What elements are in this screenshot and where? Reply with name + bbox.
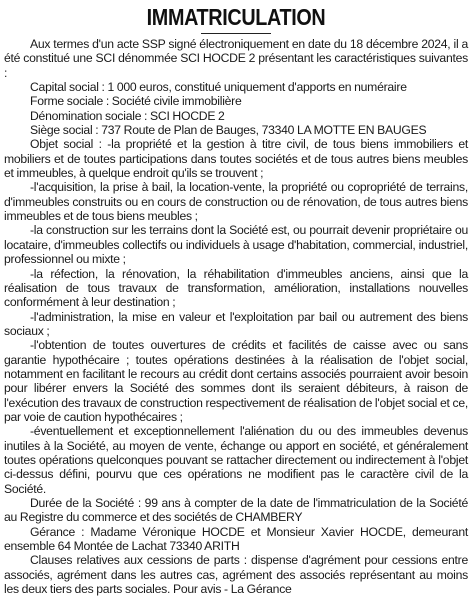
- capital-social-paragraph: Capital social : 1 000 euros, constitué uniquement d'apports en numéraire: [30, 80, 407, 95]
- clauses-cessions-paragraph: Clauses relatives aux cessions de parts : dispense d'agrément pour cessions entre associés, agrément dans les autres cas, agrément des associés représentant au moins les deux tiers des parts sociales. Pour avis - La Gérance: [4, 553, 468, 597]
- construction-paragraph: -la construction sur les terrains dont la Société est, ou pourrait devenir propriétaire ou locataire, d'immeubles collectifs ou individuels à usage d'habitation, commercial, industriel, professionnel ou mixte ;: [4, 223, 468, 267]
- notice-title: IMMATRICULATION: [146, 4, 326, 30]
- forme-sociale-paragraph: Forme sociale : Société civile immobilière: [30, 94, 242, 109]
- notice-body: [4, 37, 468, 596]
- siege-social-paragraph: Siège social : 737 Route de Plan de Bauges, 73340 LA MOTTE EN BAUGES: [30, 123, 427, 138]
- intro-paragraph: Aux termes d'un acte SSP signé électroniquement en date du 18 décembre 2024, il a été constitué une SCI dénommée SCI HOCDE 2 présentant les caractéristiques suivantes :: [4, 37, 468, 80]
- objet-social-paragraph: Objet social : -la propriété et la gestion à titre civil, de tous biens immobiliers et mobiliers et de toutes participations dans toutes sociétés et de tous autres biens meubles et immeubles, à quelque endroit qu'ils se trouvent ;: [4, 137, 468, 181]
- administration-paragraph: -l'administration, la mise en valeur et l'exploitation par bail ou autrement des biens sociaux ;: [4, 309, 468, 338]
- gerance-paragraph: Gérance : Madame Véronique HOCDE et Monsieur Xavier HOCDE, demeurant ensemble 64 Montée de Lachat 73340 ARITH: [4, 524, 468, 554]
- title-underline: [201, 33, 271, 34]
- refection-paragraph: -la réfection, la rénovation, la réhabilitation d'immeubles anciens, ainsi que la réalisation de tous travaux de transformation, amélioration, installations nouvelles conformément à leur destination ;: [4, 266, 468, 310]
- denomination-paragraph: Dénomination sociale : SCI HOCDE 2: [30, 108, 225, 123]
- credits-paragraph: -l'obtention de toutes ouvertures de crédits et facilités de caisse avec ou sans garantie hypothécaire ; toutes opérations destinées à la réalisation de l'objet social, notamment en facilitant le recours au crédit dont certains associés pourraient avoir besoin pour libérer envers la Société des sommes dont ils seraient débiteurs, à raison de l'exécution des travaux de construction respectivement de réalisation de l'objet social et ce, par voie de caution hypothécaires ;: [4, 338, 468, 424]
- duree-paragraph: Durée de la Société : 99 ans à compter de la date de l'immatriculation de la Société au Registre du commerce et des sociétés de CHAMBERY: [4, 496, 468, 525]
- acquisition-paragraph: -l'acquisition, la prise à bail, la location-vente, la propriété ou copropriété de terrains, d'immeubles construits ou en cours de construction ou de rénovation, de tous autres biens immeubles et de tous biens meubles ;: [4, 180, 468, 224]
- alienation-paragraph: -éventuellement et exceptionnellement l'aliénation du ou des immeubles devenus inutiles à la Société, au moyen de vente, échange ou apport en société, et généralement toutes opérations quelconques pouvant se rattacher directement ou indirectement à l'objet ci-dessus défini, pourvu que ces opérations ne modifient pas le caractère civil de la Société.: [4, 424, 468, 496]
